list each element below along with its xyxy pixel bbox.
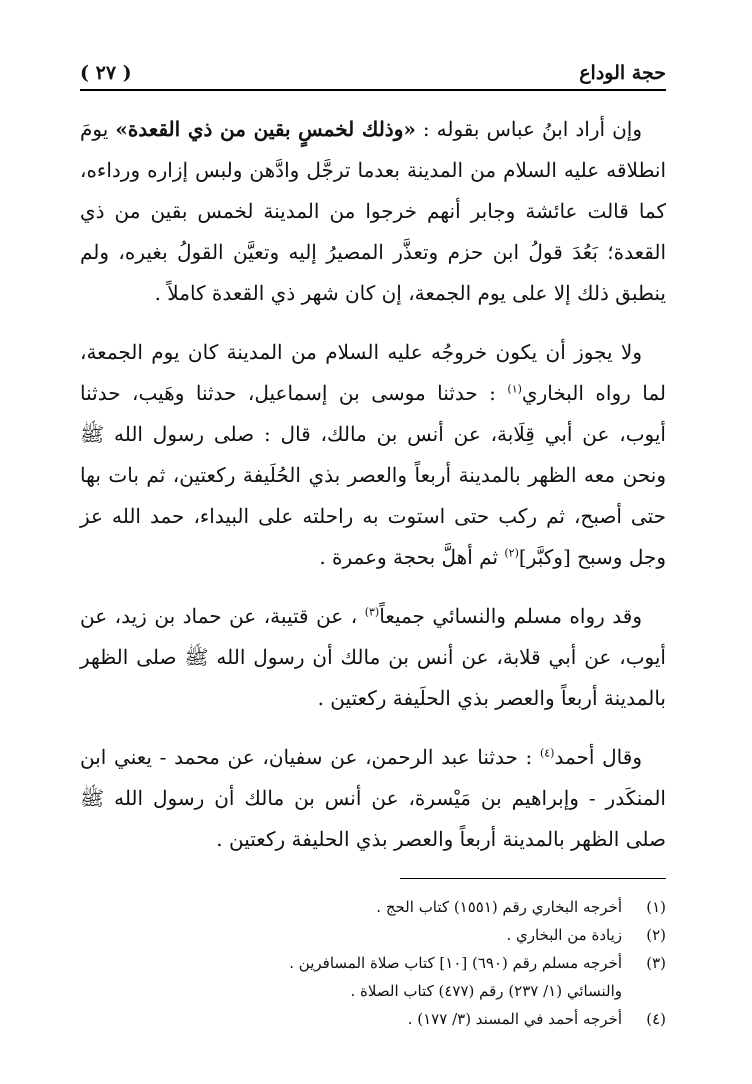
footnote-3 [80, 949, 666, 977]
footnote-text: أخرجه البخاري رقم (١٥٥١) كتاب الحج . [376, 898, 622, 916]
paragraph-3-text-end: ، عن قتيبة، عن حماد بن زيد، عن أيوب، عن أبي قلابة، عن أنس بن مالك أن رسول الله ﷺ صلى الظهر بالمدينة أربعاً والعصر بذي الحلَيفة ركعتين . [80, 604, 666, 710]
footnote-text: أخرجه أحمد في المسند (٣/ ١٧٧) . [407, 1010, 622, 1028]
footnote-4 [80, 1005, 666, 1033]
paragraph-2-text-end: ثم أهلَّ بحجة وعمرة . [319, 545, 505, 569]
footnote-ref-4[interactable]: (٤) [539, 746, 555, 760]
footnote-separator [400, 878, 666, 879]
footnote-number: (٤) [646, 1010, 666, 1028]
quoted-phrase: «وذلك لخمسٍ بقين من ذي القعدة» [115, 117, 416, 141]
running-header [80, 62, 666, 89]
paragraph-2-text: ولا يجوز أن يكون خروجُه عليه السلام من المدينة كان يوم الجمعة، لما رواه البخاري [80, 340, 666, 405]
running-title: حجة الوداع [579, 62, 666, 84]
footnote-3-continuation: والنسائي (١/ ٢٣٧) رقم (٤٧٧) كتاب الصلاة . [350, 982, 622, 1000]
footnote-ref-1[interactable]: (١) [507, 382, 522, 396]
footnotes [80, 893, 666, 1033]
footnote-ref-3[interactable]: (٣) [364, 605, 380, 619]
page-number: ( ٢٧ ) [80, 62, 132, 84]
paragraph-3-text: وقد رواه مسلم والنسائي جميعاً [379, 604, 643, 628]
paragraph-4-text: وقال أحمد [554, 745, 642, 769]
footnote-number: (١) [646, 898, 666, 916]
paragraph-2 [80, 332, 666, 578]
footnote-2 [80, 921, 666, 949]
paragraph-1 [80, 109, 666, 314]
footnote-text: أخرجه مسلم رقم (٦٩٠) [١٠] كتاب صلاة المسافرين . [289, 954, 622, 972]
paragraph-1-text-cont: يومَ انطلاقه عليه السلام من المدينة بعدما ترجَّل وادَّهن ولبس إزاره ورداءه، كما قالت عائشة وجابر أنهم خرجوا من المدينة لخمس بقين من ذي القعدة؛ بَعُدَ قولُ ابن حزم وتعذَّر المصيرُ إليه وتعيَّن القولُ بغيره، ولم ينطبق ذلك إلا على يوم الجمعة، إن كان شهر ذي القعدة كاملاً . [80, 117, 666, 305]
footnote-number: (٣) [646, 954, 666, 972]
paragraph-4 [80, 737, 666, 860]
paragraph-1-text: وإن أراد ابنُ عباس بقوله : [415, 117, 642, 141]
paragraph-2-text-mid: : حدثنا موسى بن إسماعيل، حدثنا وهَيب، حدثنا أيوب، عن أبي قِلَابة، عن أنس بن مالك، قال : صلى رسول الله ﷺ ونحن معه الظهر بالمدينة أربعاً والعصر بذي الحُلَيفة ركعتين، ثم بات بها حتى أصبح، ثم ركب حتى استوت به راحلته على البيداء، حمد الله عز وجل وسبح [وكبَّر] [80, 381, 666, 569]
footnote-ref-2[interactable]: (٢) [504, 546, 519, 560]
footnote-number: (٢) [646, 926, 666, 944]
header-rule [80, 89, 666, 91]
paragraph-3 [80, 596, 666, 719]
footnote-1 [80, 893, 666, 921]
footnote-text: زيادة من البخاري . [506, 926, 622, 944]
paragraph-4-text-end: : حدثنا عبد الرحمن، عن سفيان، عن محمد - يعني ابن المنكَدر - وإبراهيم بن مَيْسرة، عن أنس بن مالك أن رسول الله ﷺ صلى الظهر بالمدينة أربعاً والعصر بذي الحليفة ركعتين . [80, 745, 666, 851]
